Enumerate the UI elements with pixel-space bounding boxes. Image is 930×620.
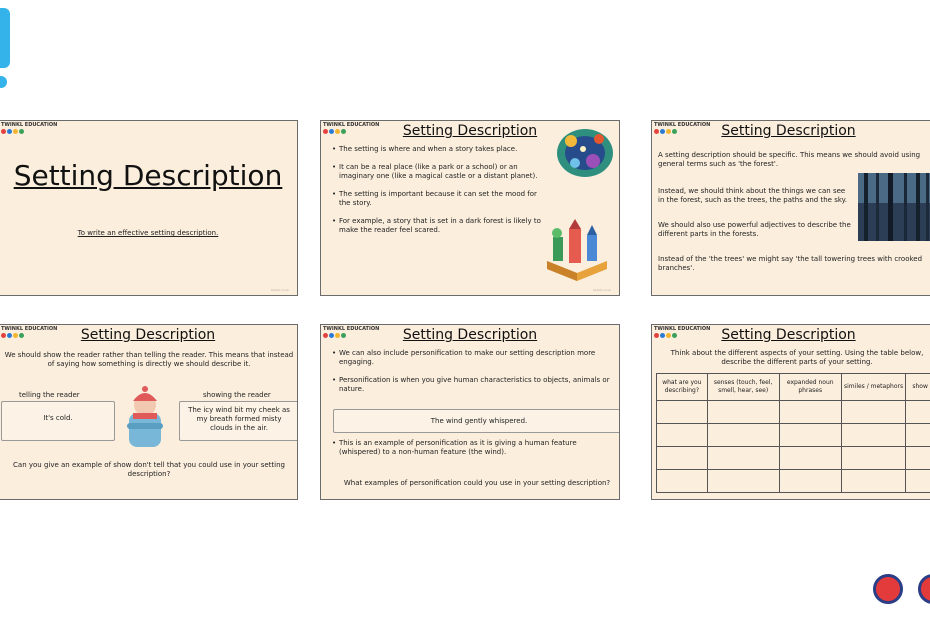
showing-label: showing the reader (203, 391, 271, 399)
intro-text: Think about the different aspects of your setting. Using the table below, describe the different parts of your setting. (670, 349, 924, 366)
bullet: • The setting is important because it can set the mood for the story. (339, 190, 541, 208)
table-header: what are you describing? (657, 374, 708, 401)
dark-forest-photo (858, 173, 930, 241)
paragraph: We should also use powerful adjectives to describe the different parts in the forests. (658, 221, 851, 238)
table-row (657, 447, 930, 470)
slide-heading: Setting Description (402, 123, 538, 139)
bullet: • It can be a real place (like a park or a school) or an imaginary one (like a magical castle or a distant planet). (339, 163, 541, 181)
intro-text: We should show the reader rather than telling the reader. This means that instead of saying how something is directly we should describe it. (4, 351, 294, 368)
paragraph: A setting description should be specific. This means we should avoid using general terms such as 'the forest'. (658, 151, 921, 168)
question-text: What examples of personification could you use in your setting description? (343, 479, 611, 487)
brand-logo: TWINKL EDUCATION (323, 123, 379, 134)
cold-person-illustration (119, 383, 171, 449)
paragraph: Instead of the 'the trees' we might say 'the tall towering trees with crooked branches'. (658, 255, 923, 272)
slide-be-specific[interactable] (651, 120, 930, 296)
exclamation-mark-decoration (0, 8, 10, 88)
decorative-circle-icon (918, 574, 930, 604)
table-header: expanded noun phrases (779, 374, 841, 401)
aspects-table (656, 373, 930, 493)
bullet: • The setting is where and when a story takes place. (339, 145, 541, 154)
table-header: similes / metaphors (841, 374, 905, 401)
slide-heading: Setting Description (721, 327, 856, 343)
slide-title-heading: Setting Description (13, 159, 283, 192)
slide-what-is-setting[interactable] (320, 120, 620, 296)
question-text: Can you give an example of show don't tell that you could use in your setting description? (13, 461, 285, 478)
bullet: • Personification is when you give human characteristics to objects, animals or nature. (339, 376, 613, 394)
paragraph: Instead, we should think about the things we can see in the forest, such as the trees, the paths and the sky. (658, 187, 848, 204)
table-row (657, 470, 930, 493)
slide-aspects-table[interactable] (651, 324, 930, 500)
slide-heading: Setting Description (402, 327, 538, 343)
table-row (657, 424, 930, 447)
brand-logo: TWINKL EDUCATION (1, 327, 57, 338)
brand-logo: TWINKL EDUCATION (654, 327, 710, 338)
bullet: • For example, a story that is set in a dark forest is likely to make the reader feel scared. (339, 217, 541, 235)
slide-footer: twinkl.co.uk (271, 288, 289, 292)
slide-show-dont-tell[interactable] (0, 324, 298, 500)
space-scene-illustration (553, 127, 615, 179)
brand-logo: TWINKL EDUCATION (654, 123, 710, 134)
table-row (657, 401, 930, 424)
brand-logo: TWINKL EDUCATION (323, 327, 379, 338)
bullet: • We can also include personification to make our setting description more engaging. (339, 349, 613, 367)
slide-footer: twinkl.co.uk (593, 288, 611, 292)
decorative-circle-icon (873, 574, 903, 604)
telling-box: It's cold. (1, 401, 115, 441)
slide-heading: Setting Description (80, 327, 216, 343)
slide-heading: Setting Description (721, 123, 856, 139)
telling-label: telling the reader (19, 391, 80, 399)
bullet: • This is an example of personification as it is giving a human feature (whispered) to a non-human feature (the wind). (339, 439, 613, 457)
learning-objective: To write an effective setting description. (77, 229, 219, 237)
brand-logo: TWINKL EDUCATION (1, 123, 57, 134)
example-box: The wind gently whispered. (333, 409, 620, 433)
table-header: show (906, 374, 930, 401)
slide-title[interactable] (0, 120, 298, 296)
table-header: senses (touch, feel, smell, hear, see) (707, 374, 779, 401)
slide-personification[interactable] (320, 324, 620, 500)
showing-box: The icy wind bit my cheek as my breath formed misty clouds in the air. (179, 401, 298, 441)
pop-up-book-illustration (543, 217, 611, 283)
